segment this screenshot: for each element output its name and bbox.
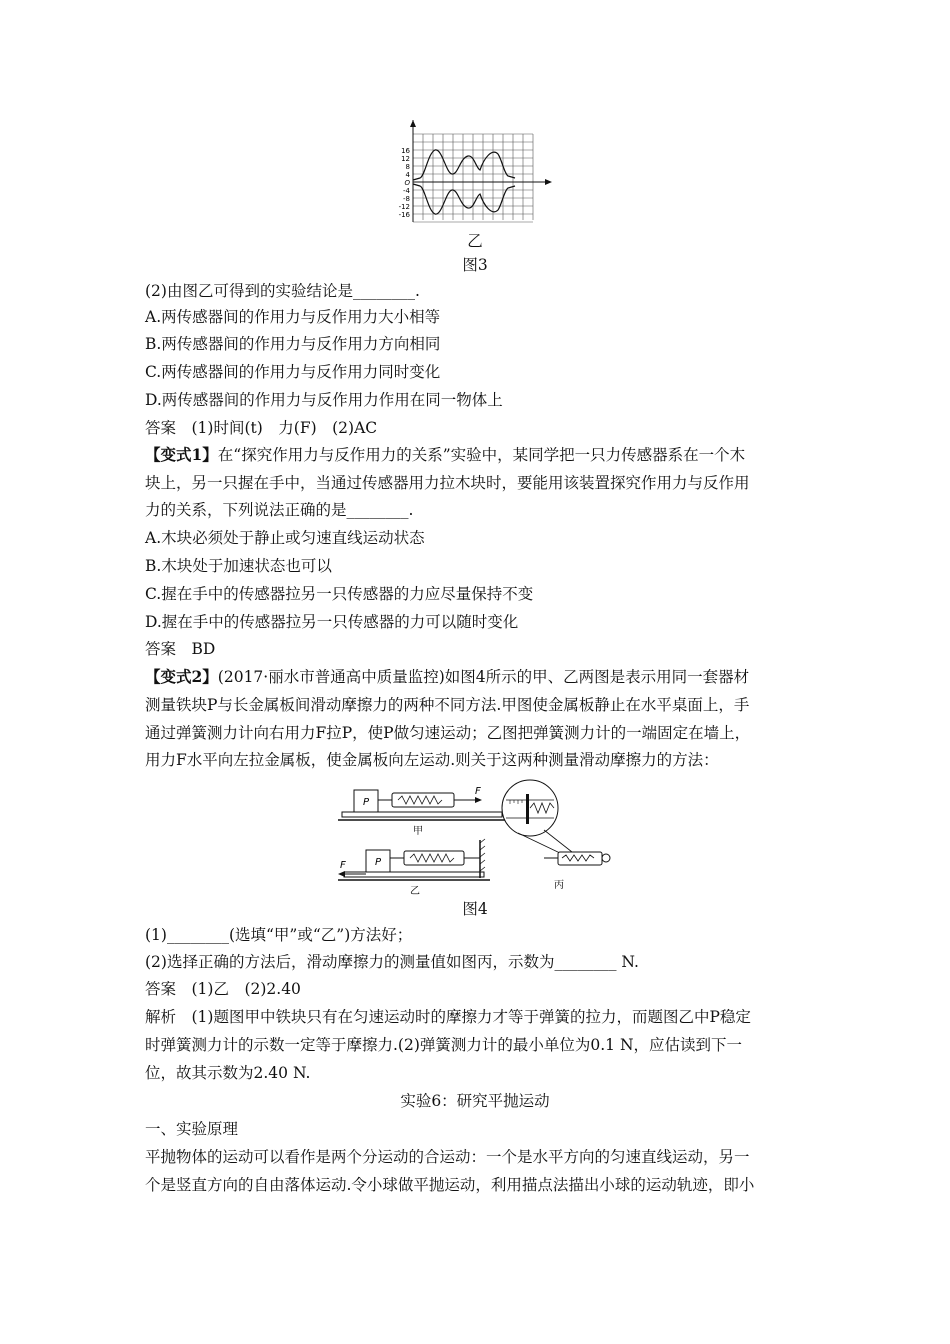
- label-jia: 甲: [413, 826, 423, 837]
- y-tick-label: 4: [405, 171, 410, 179]
- figure3-panel-label: 乙: [467, 232, 483, 250]
- variant1-option-d: D.握在手中的传感器拉另一只传感器的力可以随时变化: [145, 613, 519, 631]
- force-curve-upper: [413, 150, 515, 180]
- q2-stem: (2)由图乙可得到的实验结论是________.: [145, 282, 420, 300]
- q2-option-b: B.两传感器间的作用力与反作用力方向相同: [145, 335, 441, 353]
- analysis-line1: 解析 (1)题图甲中铁块只有在匀速运动时的摩擦力才等于弹簧的拉力，而题图乙中P稳定: [145, 1008, 751, 1026]
- q2-answer: 答案 (1)时间(t) 力(F) (2)AC: [145, 419, 378, 437]
- variant2-line2: 测量铁块P与长金属板间滑动摩擦力的两种不同方法.甲图使金属板静止在水平桌面上，手: [145, 696, 750, 714]
- q2-option-d: D.两传感器间的作用力与反作用力作用在同一物体上: [145, 391, 503, 409]
- q2-option-c: C.两传感器间的作用力与反作用力同时变化: [145, 363, 441, 381]
- experiment6-section: 一、实验原理: [145, 1120, 239, 1138]
- label-bing: 丙: [554, 880, 564, 891]
- variant2-tag: 【变式2】: [145, 667, 218, 686]
- variant1-tag: 【变式1】: [145, 445, 218, 464]
- variant1-line1: 【变式1】在“探究作用力与反作用力的关系”实验中，某同学把一只力传感器系在一个木: [145, 445, 746, 464]
- variant1-option-b: B.木块处于加速状态也可以: [145, 557, 332, 575]
- y-tick-label: -4: [403, 187, 410, 195]
- figure4-apparatus: [330, 778, 620, 896]
- q2-option-a: A.两传感器间的作用力与反作用力大小相等: [145, 308, 441, 326]
- y-tick-label: -16: [398, 211, 410, 219]
- force-f-label: F: [475, 786, 481, 797]
- variant2-line3: 通过弹簧测力计向右用力F拉P，使P做匀速运动；乙图把弹簧测力计的一端固定在墙上，: [145, 724, 751, 742]
- block-p-label: P: [363, 797, 370, 808]
- variant1-answer: 答案 BD: [145, 640, 216, 658]
- force-curve-lower: [413, 184, 515, 214]
- variant2-answer: 答案 (1)乙 (2)2.40: [145, 980, 301, 998]
- y-tick-labels: [399, 147, 411, 219]
- spring-scale: [392, 793, 454, 807]
- force-f-yi-label: F: [340, 860, 346, 871]
- y-tick-label: -12: [398, 203, 410, 211]
- y-tick-label: 16: [401, 147, 410, 155]
- block-p-yi-label: P: [375, 857, 382, 868]
- y-tick-label: -8: [403, 195, 410, 203]
- variant1-line2: 块上，另一只握在手中，当通过传感器用力拉木块时，要能用该装置探究作用力与反作用: [145, 474, 750, 492]
- variant1-option-c: C.握在手中的传感器拉另一只传感器的力应尽量保持不变: [145, 585, 534, 603]
- analysis-line2: 时弹簧测力计的示数一定等于摩擦力.(2)弹簧测力计的最小单位为0.1 N，应估读到下一: [145, 1036, 743, 1054]
- spring-scale-yi: [404, 851, 464, 865]
- label-yi: 乙: [410, 886, 420, 896]
- experiment6-line2: 个是竖直方向的自由落体运动.令小球做平抛运动，利用描点法描出小球的运动轨迹，即小: [145, 1176, 755, 1194]
- variant1-line3: 力的关系，下列说法正确的是________.: [145, 501, 414, 519]
- setup-bing: [502, 780, 610, 891]
- experiment6-title: 实验6：研究平抛运动: [400, 1092, 550, 1110]
- variant2-line4: 用力F水平向左拉金属板，使金属板向左运动.则关于这两种测量滑动摩擦力的方法：: [145, 751, 719, 769]
- analysis-line3: 位，故其示数为2.40 N.: [145, 1064, 311, 1082]
- variant2-sub1: (1)________(选填“甲”或“乙”)方法好；: [145, 926, 413, 944]
- variant2-sub2: (2)选择正确的方法后，滑动摩擦力的测量值如图丙，示数为________ N.: [145, 953, 639, 971]
- figure3-graph: [390, 118, 570, 246]
- experiment6-line1: 平抛物体的运动可以看作是两个分运动的合运动：一个是水平方向的匀速直线运动，另一: [145, 1148, 750, 1166]
- figure4-caption: 图4: [462, 900, 488, 918]
- y-axis-arrow: [410, 120, 416, 127]
- setup-jia: [338, 786, 506, 837]
- y-tick-label: 12: [401, 155, 410, 163]
- variant2-line1: 【变式2】(2017·丽水市普通高中质量监控)如图4所示的甲、乙两图是表示用同一套器材: [145, 667, 750, 686]
- y-tick-label: O: [404, 179, 410, 187]
- variant1-option-a: A.木块必须处于静止或匀速直线运动状态: [145, 529, 425, 547]
- x-axis-arrow: [545, 179, 552, 185]
- y-tick-label: 8: [405, 163, 410, 171]
- setup-yi: [338, 839, 490, 896]
- figure3-caption: 图3: [462, 256, 488, 274]
